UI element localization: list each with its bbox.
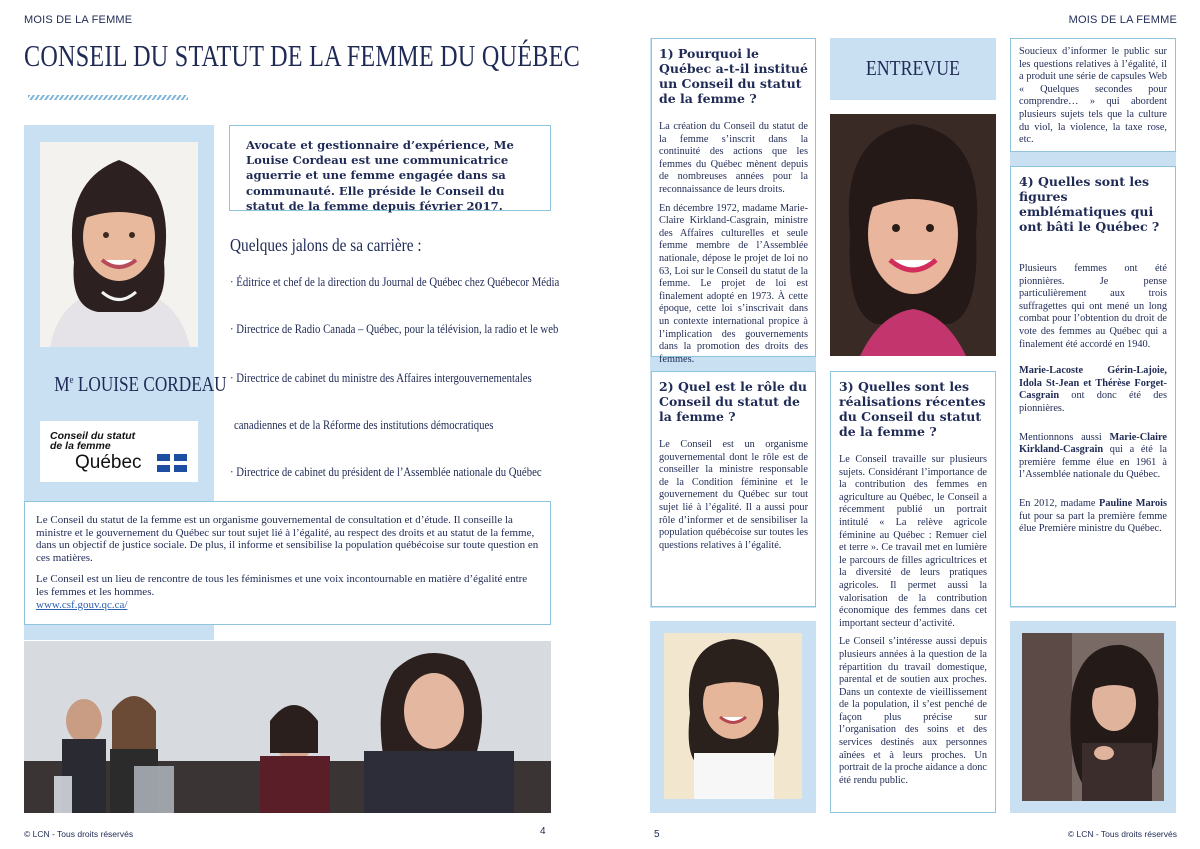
portrait-photo <box>40 142 198 347</box>
question-heading: 4) Quelles sont les figures emblématiques qui ont bâti le Québec ? <box>1019 174 1160 234</box>
question-box-1 <box>651 38 816 365</box>
decorative-stripes <box>28 95 188 100</box>
answer-paragraph: En décembre 1972, madame Marie-Claire Kirkland-Casgrain, ministre des Affaires culturelles et seule femme membre de l’Assemblée nationale, dépose le projet de loi no 63, Loi sur le Conseil du statut de la femme. Le projet de loi est finalement adopté en 1973. À cette époque, cette loi s’inscrivait dans un contexte international propice à l’implication des gouvernements dans la promotion des droits des femmes. <box>659 202 808 365</box>
page-number: 5 <box>654 829 660 840</box>
logo-text-line1: Conseil du statut <box>50 430 136 442</box>
highlighted-name: Marie-Claire Kirkland-Casgrain <box>1019 431 1167 456</box>
footer-copyright: © LCN - Tous droits réservés <box>1067 829 1177 839</box>
answer-paragraph: La création du Conseil du statut de la femme s’inscrit dans la continuité des actions que les femmes du Québec mènent depuis de nombreuses années pour la reconnaissance de leurs droits. <box>659 121 808 195</box>
csf-logo <box>40 421 198 482</box>
section-header-left: MOIS DE LA FEMME <box>24 14 133 26</box>
career-item-continued: canadiennes et de la Réforme des institutions démocratiques <box>234 418 494 432</box>
answer-paragraph <box>1019 432 1167 482</box>
text-span: Mentionnons aussi <box>1019 431 1110 443</box>
question-box-3 <box>830 371 996 813</box>
answer-paragraph: Le Conseil travaille sur plusieurs sujets. Considérant l’importance de la contribution des femmes en agriculture au Québec, le Conseil a récemment publié un portrait intitulé « La relève agricole féminine au Québec : Remuer ciel et terre ». Ce travail met en lumière le parcours de filles agricultrices et la diversité de leurs pratiques agricoles. Il permet aussi la valorisation de la contribution économique des femmes dans cet important secteur d’activité. <box>839 454 987 629</box>
interview-title: ENTREVUE <box>865 56 961 80</box>
info-box <box>1010 38 1176 152</box>
career-title: Quelques jalons de sa carrière : <box>230 235 422 255</box>
intro-text: Avocate et gestionnaire d’expérience, Me Louise Cordeau est une communicatrice aguerrie et une femme engagée dans sa communauté. Elle préside le Conseil du statut de la femme depuis février 2017. <box>246 138 514 213</box>
career-item: · Directrice de cabinet du ministre des Affaires intergouvernementales <box>230 371 532 385</box>
answer-paragraph <box>1019 498 1167 536</box>
intro-box <box>229 125 551 211</box>
interview-portrait <box>830 114 996 356</box>
highlighted-name: Pauline Marois <box>1099 497 1167 509</box>
speaker-photo <box>664 633 802 799</box>
about-box <box>24 501 551 625</box>
career-item: · Directrice de Radio Canada – Québec, pour la télévision, la radio et le web <box>230 322 559 336</box>
website-link[interactable]: www.csf.gouv.qc.ca/ <box>36 598 128 611</box>
answer-paragraph: Le Conseil s’intéresse aussi depuis plusieurs années à la question de la répartition du travail domestique, parental et de soutien aux proches. Dans un contexte de vieillissement de la population, il s’est penché de façon plus précise sur l’organisation des soins et des services destinés aux personnes aînées et à leurs proches. Un portrait de la proche aidance a donc été rendu public. <box>839 636 987 786</box>
section-header-right: MOIS DE LA FEMME <box>1068 14 1177 26</box>
question-heading: 1) Pourquoi le Québec a-t-il institué un Conseil du statut de la femme ? <box>659 46 808 106</box>
about-paragraph: Le Conseil est un lieu de rencontre de tous les féminismes et une voix incontournable en matière d’égalité entre les femmes et les hommes. <box>36 573 528 598</box>
question-heading: 2) Quel est le rôle du Conseil du statut de la femme ? <box>659 379 807 424</box>
candid-photo <box>1022 633 1164 801</box>
answer-paragraph <box>1019 365 1167 415</box>
answer-paragraph: Le Conseil est un organisme gouvernemental dont le rôle est de conseiller la ministre responsable de la Condition féminine et le gouvernement du Québec sur tout sujet lié à l’égalité. Il a aussi pour rôle d’informer et de sensibiliser la population québécoise sur toutes les questions relatives à l’égalité. <box>659 439 808 551</box>
about-paragraph: Le Conseil du statut de la femme est un organisme gouvernemental de consultation et d’étude. Il conseille la ministre et le gouvernement du Québec sur tout sujet lié à l’égalité, au respect des droits et au statut de la femme, dans un objectif de justice sociale. De plus, il informe et sensibilise la population québécoise sur toute question en ces matières. <box>36 514 539 564</box>
page-title: CONSEIL DU STATUT DE LA FEMME DU QUÉBEC <box>24 38 580 73</box>
question-box-2 <box>651 371 816 607</box>
answer-paragraph: Plusieurs femmes ont été pionnières. Je pense particulièrement aux trois suffragettes qui ont mené un long combat pour l’obtention du droit de vote des femmes au Québec qui a finalement été accordé en 1940. <box>1019 263 1167 350</box>
question-heading: 3) Quelles sont les réalisations récentes du Conseil du statut de la femme ? <box>839 379 986 439</box>
text-span: qui a été la première femme élue en 1961 à l’Assemblée nationale du Québec. <box>1019 444 1167 481</box>
text-span: ont donc été des pionnières. <box>1019 390 1167 414</box>
page-number: 4 <box>540 826 546 837</box>
footer-copyright: © LCN - Tous droits réservés <box>24 829 134 839</box>
text-span: En 2012, madame <box>1019 497 1100 509</box>
person-name: Me LOUISE CORDEAU <box>54 372 227 396</box>
career-item: · Directrice de cabinet du président de l’Assemblée nationale du Québec <box>230 465 542 479</box>
career-item: · Éditrice et chef de la direction du Journal de Québec chez Québecor Média <box>230 275 560 289</box>
group-photo <box>24 641 551 813</box>
fleur-de-lis-flag-icon <box>157 454 187 472</box>
pioneers-names: Marie-Lacoste Gérin-Lajoie, Idola St-Jean et Thérèse Forget-Casgrain <box>1019 365 1167 402</box>
question-box-4 <box>1010 166 1176 607</box>
logo-quebec-word: Québec <box>75 452 142 473</box>
logo-text-line2: de la femme <box>50 440 111 452</box>
answer-paragraph: Soucieux d’informer le public sur les questions relatives à l’égalité, il a produit une série de capsules Web « Quelques secondes pour comprendre… » qui abordent plusieurs sujets tels que la culture du viol, la violence, la taxe rose, etc. <box>1019 46 1167 146</box>
text-span: fut pour sa part la première femme élue Première ministre du Québec. <box>1019 510 1167 535</box>
